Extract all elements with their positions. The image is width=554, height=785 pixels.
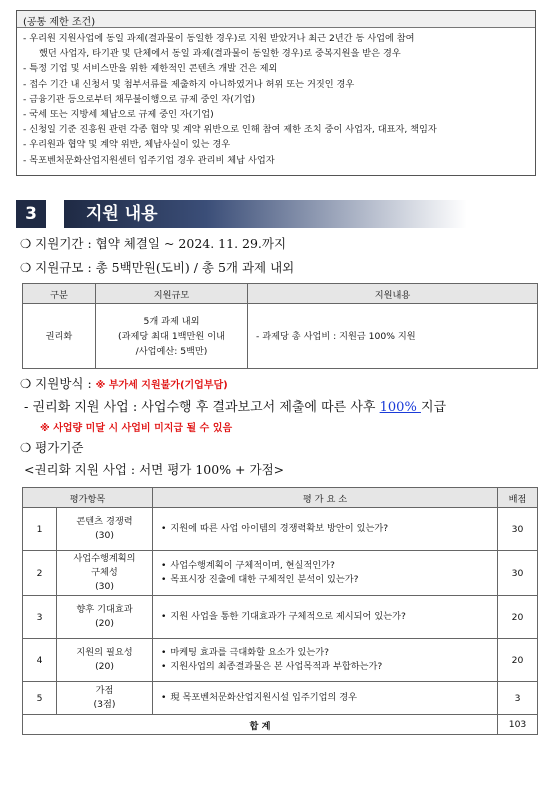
restriction-item: - 우리원과 협약 및 계약 위반, 체납사실이 있는 경우	[23, 139, 231, 151]
criterion-line: 콘텐츠 경쟁력	[76, 516, 133, 527]
element-line: • 사업수행계획이 구체적이며, 현실적인가?	[161, 560, 335, 571]
restrictions-header: (공통 제한 조건)	[17, 11, 535, 28]
evaluation-elements	[153, 639, 498, 682]
row-number: 2	[23, 551, 57, 596]
table-row	[23, 682, 538, 715]
restrictions-list	[17, 28, 535, 168]
table-header: 배점	[498, 488, 538, 508]
section-title-bar	[64, 200, 538, 228]
table-row	[23, 639, 538, 682]
criterion	[57, 682, 153, 715]
section-header	[16, 200, 538, 228]
row-number: 4	[23, 639, 57, 682]
support-method-label: ❍ 지원방식 :	[20, 376, 96, 391]
table-header: 평 가 요 소	[153, 488, 498, 508]
element-text: 지원사업의 최종결과물은 본 사업목적과 부합하는가?	[170, 661, 383, 672]
restriction-item: - 접수 기간 내 신청서 및 첨부서류를 제출하지 아니하였거나 허위 또는 거짓인 경우	[23, 78, 355, 90]
criterion-line: 구체성	[91, 567, 118, 578]
element-line: • 마케팅 효과를 극대화할 요소가 있는가?	[161, 647, 329, 658]
criterion-line: 향후 기대효과	[76, 604, 133, 615]
restriction-item: - 금융기관 등으로부터 채무불이행으로 규제 중인 자(기업)	[23, 93, 256, 105]
ip-support-text: - 권리화 지원 사업 : 사업수행 후 결과보고서 제출에 따른 사후	[24, 400, 380, 415]
score: 20	[498, 639, 538, 682]
ip-support-suffix: 지급	[420, 400, 447, 415]
element-text: 목표시장 진출에 대한 구체적인 분석이 있는가?	[170, 574, 359, 585]
criterion-line: (20)	[95, 661, 114, 672]
evaluation-table	[22, 487, 538, 735]
scale-line: /사업예산: 5백만)	[135, 345, 208, 357]
score: 3	[498, 682, 538, 715]
criterion-line: 지원의 필요성	[76, 647, 133, 658]
criterion-line: 사업수행계획의	[73, 553, 136, 564]
restriction-item: - 목포벤처문화산업지원센터 입주기업 경우 관리비 체납 사업자	[23, 154, 275, 166]
scale-line: (과제당 최대 1백만원 이내	[118, 330, 225, 342]
criterion	[57, 508, 153, 551]
criterion	[57, 639, 153, 682]
element-line: • 現 목포벤처문화산업지원시설 입주기업의 경우	[161, 692, 357, 703]
table-row	[23, 551, 538, 596]
row-number: 3	[23, 596, 57, 639]
criteria-subheading: <권리화 지원 사업 : 서면 평가 100% + 가점>	[24, 462, 285, 477]
restriction-item: - 특정 기업 및 서비스만을 위한 제한적인 콘텐츠 개발 건은 제외	[23, 63, 278, 75]
scale-cell	[96, 304, 248, 369]
support-method	[20, 374, 228, 392]
score: 20	[498, 596, 538, 639]
table-header: 구분	[23, 284, 96, 304]
score: 30	[498, 551, 538, 596]
criterion-line: (20)	[95, 618, 114, 629]
table-header: 지원내용	[248, 284, 538, 304]
caution-note: ※ 사업량 미달 시 사업비 미지급 될 수 있음	[40, 423, 233, 434]
row-number: 1	[23, 508, 57, 551]
element-text: 지원에 따른 사업 아이템의 경쟁력확보 방안이 있는가?	[170, 523, 389, 534]
table-row	[23, 596, 538, 639]
support-scale: ❍ 지원규모 : 총 5백만원(도비) / 총 5개 과제 내외	[20, 260, 295, 275]
element-text: 마케팅 효과를 극대화할 요소가 있는가?	[170, 647, 329, 658]
restriction-item: 했던 사업자, 타기관 및 단체에서 동일 과제(결과물이 동일한 경우)로 중복지원을 받은 경우	[39, 48, 401, 60]
criterion	[57, 596, 153, 639]
element-line: • 지원사업의 최종결과물은 본 사업목적과 부합하는가?	[161, 661, 383, 672]
criterion-line: 가점	[95, 685, 114, 696]
ip-support-line	[24, 396, 446, 415]
restriction-item: - 신청일 기준 진흥원 관련 각종 협약 및 계약 위반으로 인해 참여 제한 조치 중이 사업자, 대표자, 책임자	[23, 124, 437, 136]
total-score: 103	[498, 715, 538, 735]
support-period: ❍ 지원기간 : 협약 체결일 ~ 2024. 11. 29.까지	[20, 236, 287, 251]
payment-percent-link[interactable]: 100%	[379, 400, 421, 415]
category-cell: 권리화	[23, 304, 96, 369]
restriction-item: - 국세 또는 지방세 체납으로 규제 중인 자(기업)	[23, 109, 214, 121]
total-label: 합 계	[23, 715, 498, 735]
evaluation-elements	[153, 596, 498, 639]
element-text: 지원 사업을 통한 기대효과가 구체적으로 제시되어 있는가?	[170, 611, 406, 622]
table-header: 지원규모	[96, 284, 248, 304]
element-line: • 지원에 따른 사업 아이템의 경쟁력확보 방안이 있는가?	[161, 523, 389, 534]
content-cell: - 과제당 총 사업비 : 지원금 100% 지원	[248, 304, 538, 369]
criterion-line: (30)	[95, 581, 114, 592]
evaluation-elements	[153, 508, 498, 551]
evaluation-elements	[153, 682, 498, 715]
criterion	[57, 551, 153, 596]
element-text: 現 목포벤처문화산업지원시설 입주기업의 경우	[170, 692, 357, 703]
criterion-line: (3점)	[93, 699, 116, 710]
total-row	[23, 715, 538, 735]
vat-note: ※ 부가세 지원불가(기업부담)	[95, 380, 228, 391]
table-header: 평가항목	[23, 488, 153, 508]
evaluation-elements	[153, 551, 498, 596]
section-number: 3	[16, 200, 46, 228]
element-line: • 목표시장 진출에 대한 구체적인 분석이 있는가?	[161, 574, 359, 585]
score: 30	[498, 508, 538, 551]
row-number: 5	[23, 682, 57, 715]
section-title: 지원 내용	[86, 204, 158, 224]
element-text: 사업수행계획이 구체적이며, 현실적인가?	[170, 560, 335, 571]
table-row	[23, 304, 538, 369]
criterion-line: (30)	[95, 530, 114, 541]
support-scale-table	[22, 283, 538, 369]
restriction-item: - 우리원 지원사업에 동일 과제(결과물이 동일한 경우)로 지원 받았거나 최근 2년간 동 사업에 참여	[23, 33, 415, 44]
restrictions-box	[16, 10, 536, 176]
criteria-heading: ❍ 평가기준	[20, 440, 84, 455]
table-row	[23, 508, 538, 551]
scale-line: 5개 과제 내외	[143, 315, 200, 327]
element-line: • 지원 사업을 통한 기대효과가 구체적으로 제시되어 있는가?	[161, 611, 406, 622]
